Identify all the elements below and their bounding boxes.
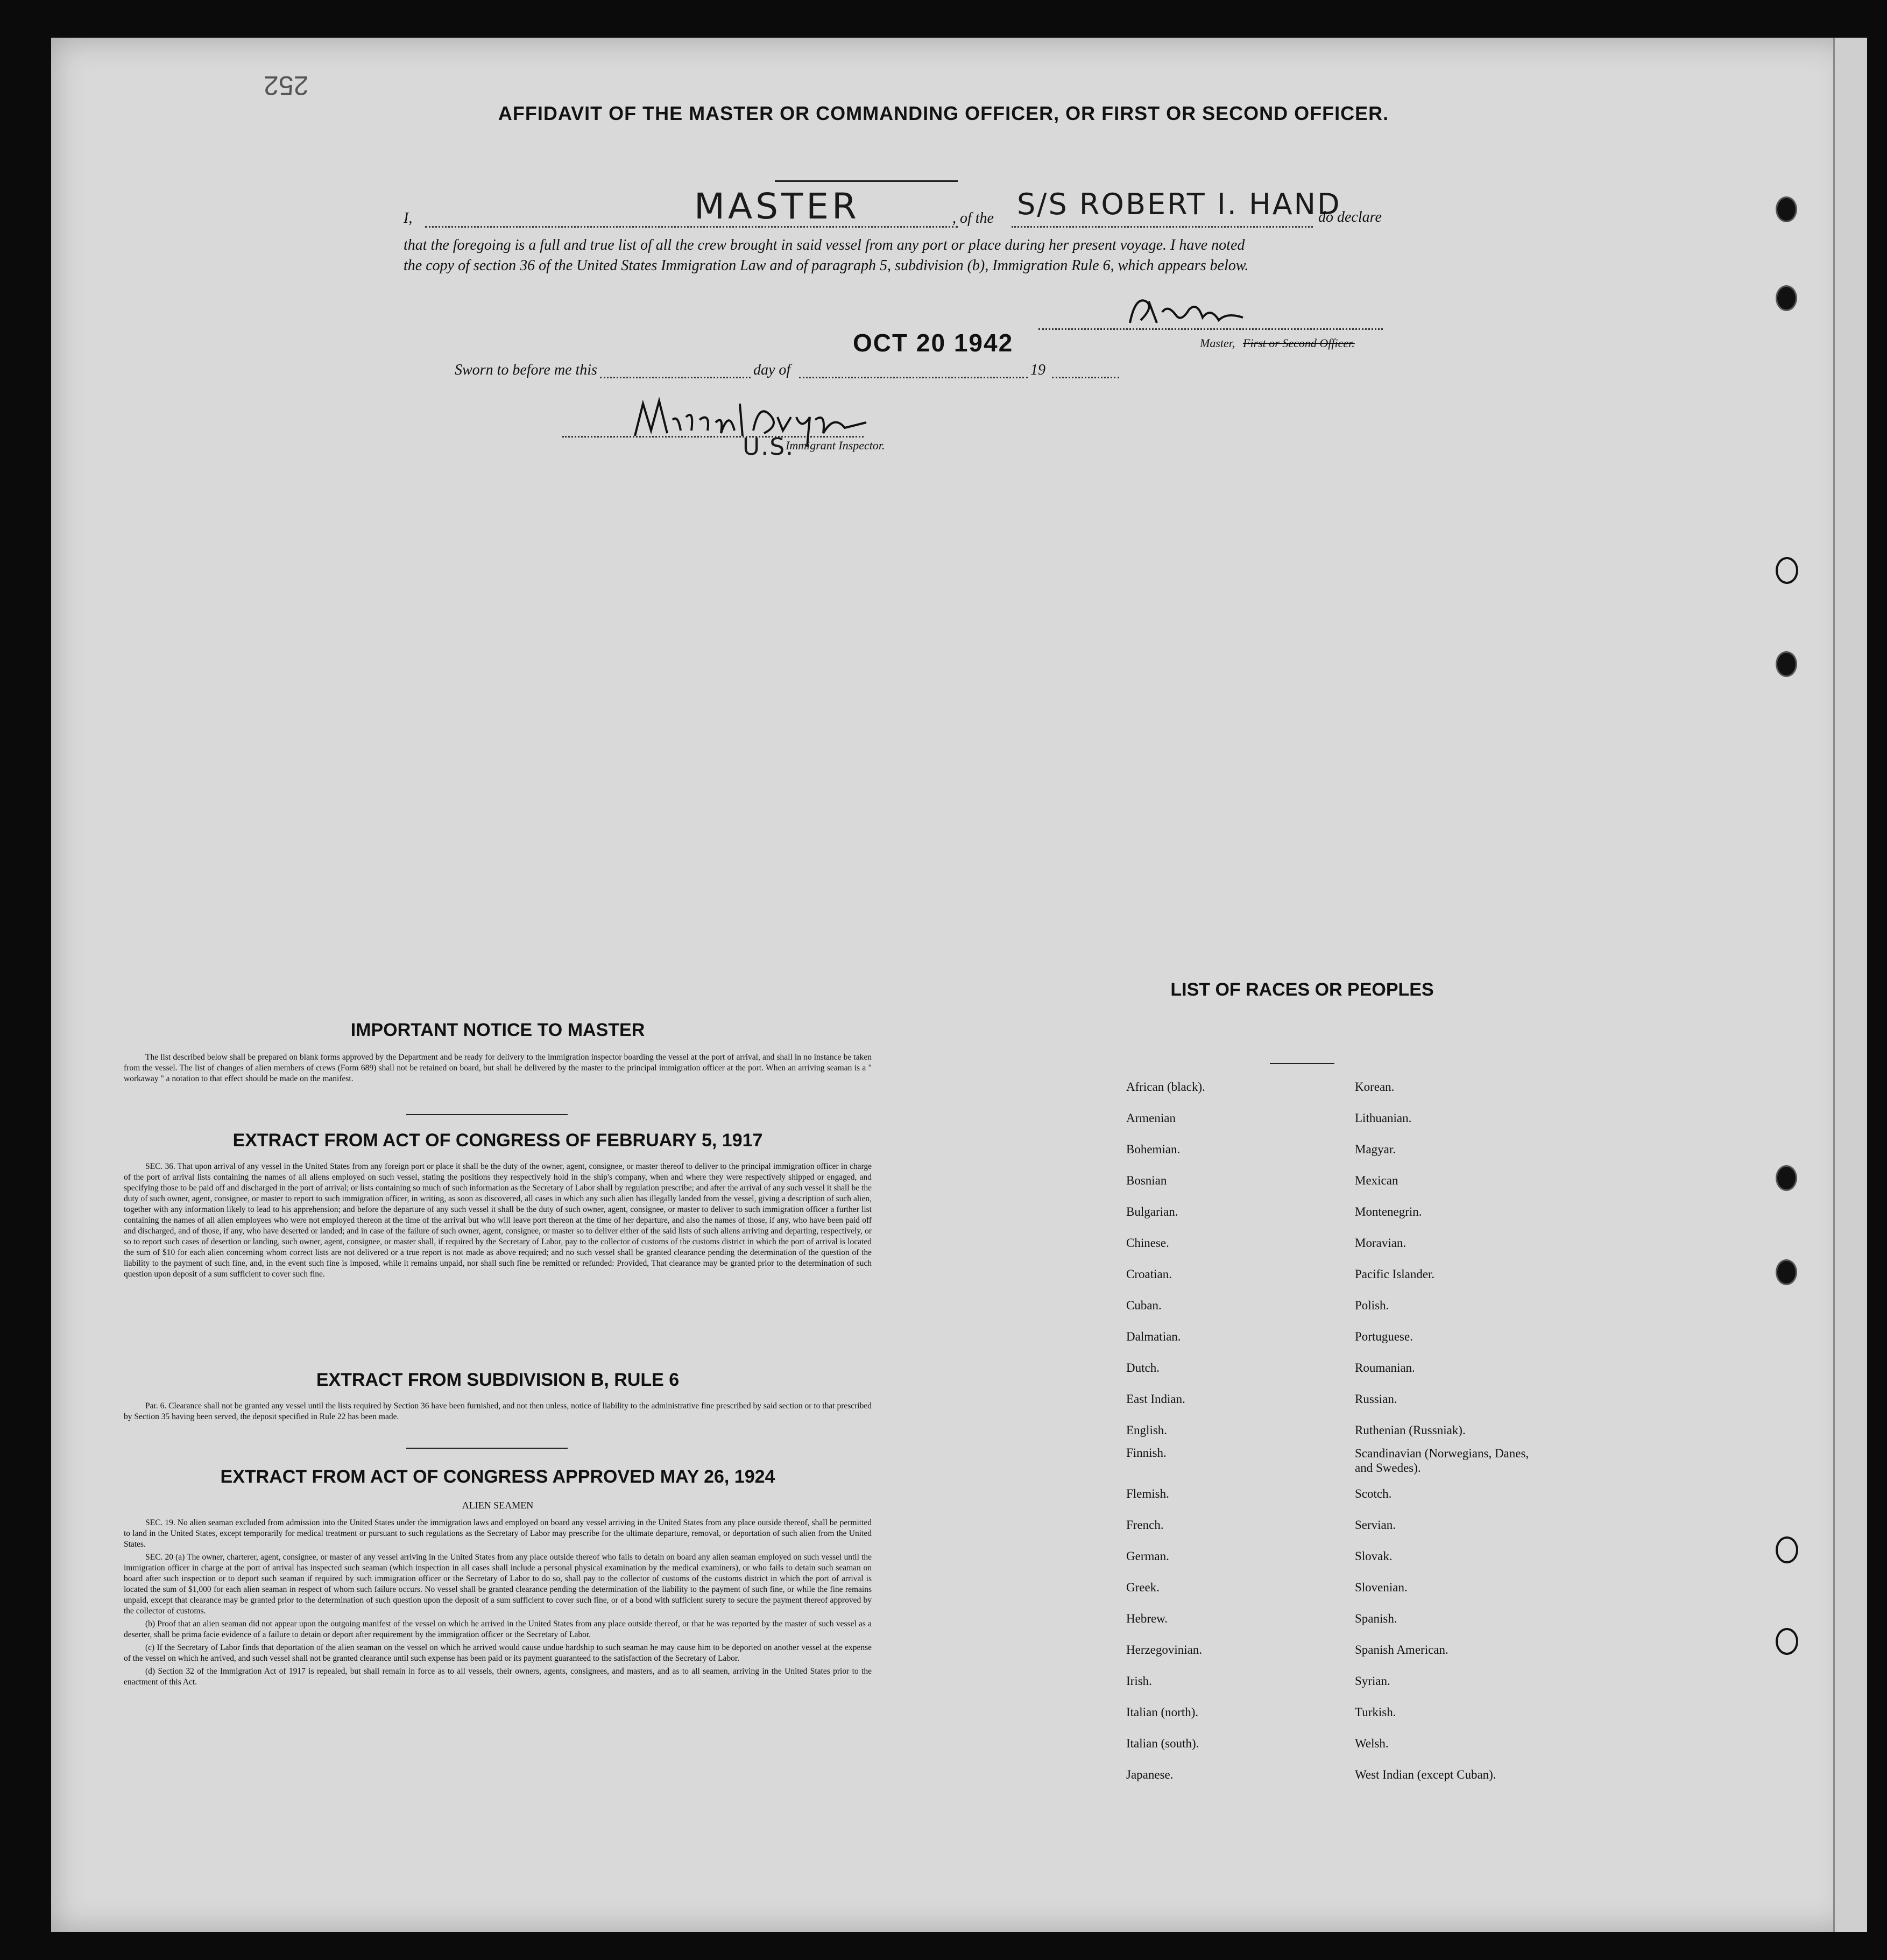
race-right: Moravian. <box>1355 1236 1407 1250</box>
race-right: Spanish. <box>1355 1612 1397 1625</box>
do-declare: do declare <box>1318 209 1382 225</box>
inspector-prefix: U.S. <box>743 433 795 461</box>
race-right: Scotch. <box>1355 1487 1392 1500</box>
binder-hole <box>1776 557 1798 584</box>
extract-1924-body: SEC. 19. No alien seaman excluded from admission into the United States under the immigration laws and employed on board any vessel arriving in the United States from any place outside thereof, shall be permitted to land in the United States, except temporarily for medical treatment or pursuant to such regulations as the Secretary of Labor may prescribe for the ultimate departure, removal, or deportation of such alien from the United States. SEC. 20 (a) The owner, charterer, agent, consignee, or master of any vessel arriving in the United States from any place outside thereof who fails to detain on board any alien seaman employed on such vessel until the immigration officer in charge at the port of arrival has inspected such seaman (which inspection in all cases shall include a personal physical examination by the medical examiners), or who fails to detain such seaman on board after such inspection or to deport such seaman if required by such immigration officer or the Secretary of Labor to do so, shall pay to the collector of customs of the customs district in which the port of arrival is located the sum of $1,000 for each alien seaman in respect of whom such failure occurs. No vessel shall be granted clearance pending the determination of the liability to the payment of such fine, or while the fine remains unpaid, except that clearance may be granted prior to the determination of such question upon the deposit of a sum sufficient to cover such fine, or of a bond with sufficient surety to secure the payment thereof approved by the collector of customs. (b) Proof that an alien seaman did not appear upon the outgoing manifest of the vessel on which he arrived in the United States from any place outside thereof, or that he was reported by the master of such vessel as a deserter, shall be prima facie evidence of a failure to detain or deport after requirement by the immigration officer or the Secretary of Labor. (c) If the Secretary of Labor finds that deportation of the alien seaman on the vessel on which he arrived would cause undue hardship to such seaman he may cause him to be deported on another vessel at the expense of the vessel on which he arrived, and such vessel shall not be granted clearance until such expense has been paid or its payment guaranteed to the satisfaction of the Secretary of Labor. (d) Section 32 of the Immigration Act of 1917 is repealed, but shall remain in force as to all vessels, their owners, agents, consignees, and masters, and as to all seamen, arriving in the United States prior to the enactment of this Act. <box>124 1518 872 1687</box>
race-right: Servian. <box>1355 1518 1396 1532</box>
race-left: Croatian. <box>1126 1267 1172 1281</box>
race-left: Greek. <box>1126 1581 1160 1594</box>
i-label: I, <box>404 210 413 227</box>
master-caption: Master, <box>1200 336 1235 350</box>
race-right: Korean. <box>1355 1080 1395 1094</box>
race-left: Bohemian. <box>1126 1143 1181 1156</box>
race-right: Mexican <box>1355 1174 1398 1187</box>
extract-1917-body: SEC. 36. That upon arrival of any vessel in the United States from any foreign port or place it shall be the duty of the owner, agent, consignee, or master thereof to deliver to the principal immigration officer in charge of the port of arrival lists containing the names of all aliens employed on such vessel, stating the positions they respectively hold in the ship's company, when and where they were respectively shipped or engaged, and specifying those to be paid off and discharged in the port of arrival; or lists containing so much of such information as the Secretary of Labor shall by regulation prescribe; and after the arrival of any such vessel it shall be the duty of such owner, agent, consignee, or master to report to such immigration officer, in writing, as soon as discovered, all cases in which any such alien has illegally landed from the vessel, giving a description of such alien, together with any information likely to lead to his apprehension; and before the departure of any such vessel it shall be the duty of such owner, agent, consignee, or master to deliver to such immigration officer a further list containing the names of all alien employees who were not employed thereon at the time of the arrival but who will leave port thereon at the time of her departure, and also the names of those, if any, who have been paid off and discharged, and of those, if any, who have deserted or landed; and in case of the failure of such owner, agent, consignee, or master so to deliver either of the said lists of such aliens arriving and departing, respectively, or so to report such cases of desertion or landing, such owner, agent, consignee, or master shall, if required by the Secretary of Labor, pay to the collector of customs of the customs district in which the port of arrival is located the sum of $10 for each alien concerning whom correct lists are not delivered or a true report is not made as above required; and no such vessel shall be granted clearance pending the determination of the question of the liability to the payment of such fine, and, in the event such fine is imposed, while it remains unpaid, nor shall such fine be remitted or refunded: Provided, That clearance may be granted prior to the determination of such question upon deposit of a sum sufficient to cover such fine. <box>124 1162 872 1279</box>
race-left: Hebrew. <box>1126 1612 1168 1625</box>
race-left: Japanese. <box>1126 1768 1174 1781</box>
sworn-year-line <box>1052 377 1119 378</box>
race-right: West Indian (except Cuban). <box>1355 1768 1496 1781</box>
vessel-line <box>1012 226 1313 228</box>
rank-line <box>425 226 958 228</box>
declaration-line-3: the copy of section 36 of the United States Immigration Law and of paragraph 5, subdivision (b), Immigration Rule 6, which appears below. <box>404 257 1249 274</box>
race-left: Italian (north). <box>1126 1705 1199 1719</box>
race-left: Flemish. <box>1126 1487 1169 1500</box>
race-left: Irish. <box>1126 1674 1152 1688</box>
race-right: Ruthenian (Russniak). <box>1355 1423 1466 1437</box>
binder-hole <box>1776 1165 1797 1191</box>
race-right: Montenegrin. <box>1355 1205 1422 1218</box>
races-divider <box>1270 1063 1334 1064</box>
race-left: Herzegovinian. <box>1126 1643 1203 1656</box>
race-left: English. <box>1126 1423 1168 1437</box>
struck-caption: First or Second Officer. <box>1243 336 1355 350</box>
extract-rule6-title: EXTRACT FROM SUBDIVISION B, RULE 6 <box>316 1370 680 1390</box>
day-of-label: day of <box>753 362 791 378</box>
race-left: Cuban. <box>1126 1299 1162 1312</box>
of-the-label: , of the <box>952 210 994 227</box>
races-title: LIST OF RACES OR PEOPLES <box>1170 979 1434 1000</box>
race-left: Bulgarian. <box>1126 1205 1178 1218</box>
race-right: Russian. <box>1355 1392 1397 1406</box>
race-left: German. <box>1126 1549 1169 1563</box>
race-right: Welsh. <box>1355 1737 1389 1750</box>
race-right: Turkish. <box>1355 1705 1396 1719</box>
notice-title: IMPORTANT NOTICE TO MASTER <box>350 1020 645 1040</box>
notice-body: The list described below shall be prepared on blank forms approved by the Department and be ready for delivery to the immigration inspector boarding the vessel at the port of arrival, and shall in no instance be taken from the vessel. The list of changes of alien members of crews (Form 689) shall not be retained on board, but shall be delivered by the master to the principal immigration officer at the port. When an arriving seaman is a " workaway " a notation to that effect should be made on the manifest. <box>124 1053 872 1083</box>
race-left: Italian (south). <box>1126 1737 1199 1750</box>
page-number: 252 <box>264 70 309 101</box>
race-right: Portuguese. <box>1355 1330 1413 1343</box>
race-right: Magyar. <box>1355 1143 1396 1156</box>
race-left: Armenian <box>1126 1111 1176 1125</box>
binder-hole <box>1776 651 1797 677</box>
race-left: East Indian. <box>1126 1392 1185 1406</box>
master-signature <box>1125 291 1248 334</box>
race-right: Pacific Islander. <box>1355 1267 1435 1281</box>
race-right: Scandinavian (Norwegians, Danes, and Swedes). <box>1355 1447 1529 1475</box>
binder-hole <box>1776 1536 1798 1563</box>
rule6-divider <box>406 1448 568 1449</box>
race-right: Spanish American. <box>1355 1643 1448 1656</box>
date-stamp: OCT 20 1942 <box>853 329 1014 357</box>
race-left: Chinese. <box>1126 1236 1169 1250</box>
binding-edge <box>1833 38 1867 1932</box>
vessel-handwritten: S/S ROBERT I. HAND <box>1017 187 1341 221</box>
inspector-caption: Immigrant Inspector. <box>786 439 885 452</box>
binder-hole <box>1776 285 1797 311</box>
race-left: Dalmatian. <box>1126 1330 1181 1343</box>
extract-rule6-body: Par. 6. Clearance shall not be granted any vessel until the lists required by Section 36 have been furnished, and not then unless, notice of liability to the administrative fine prescribed by said section or to that prescribed by Section 35 having been served, the deposit specified in Rule 22 has been made. <box>124 1401 872 1421</box>
race-right: Slovenian. <box>1355 1581 1408 1594</box>
race-right: Lithuanian. <box>1355 1111 1412 1125</box>
sworn-day-line <box>600 377 751 378</box>
year-label: 19 <box>1030 362 1045 378</box>
race-right: Roumanian. <box>1355 1361 1415 1374</box>
binder-hole <box>1776 1259 1797 1285</box>
extract-1917-title: EXTRACT FROM ACT OF CONGRESS OF FEBRUARY 5, 1917 <box>232 1130 763 1151</box>
rank-handwritten: MASTER <box>694 186 860 227</box>
race-right: Syrian. <box>1355 1674 1390 1688</box>
notice-divider <box>406 1114 568 1115</box>
sworn-label: Sworn to before me this <box>455 362 597 378</box>
sworn-month-line <box>799 377 1028 378</box>
extract-1924-title: EXTRACT FROM ACT OF CONGRESS APPROVED MAY 26, 1924 <box>220 1467 775 1487</box>
race-left: Dutch. <box>1126 1361 1160 1374</box>
title-divider <box>775 180 958 182</box>
race-right: Polish. <box>1355 1299 1389 1312</box>
binder-hole <box>1776 196 1797 222</box>
race-left: Finnish. <box>1126 1446 1167 1460</box>
race-right: Slovak. <box>1355 1549 1393 1563</box>
declaration-line-2: that the foregoing is a full and true list of all the crew brought in said vessel from any port or place during her present voyage. I have noted <box>404 237 1245 253</box>
alien-seamen-subtitle: ALIEN SEAMEN <box>462 1500 534 1511</box>
race-left: French. <box>1126 1518 1164 1532</box>
binder-hole <box>1776 1628 1798 1655</box>
race-left: Bosnian <box>1126 1174 1167 1187</box>
race-left: African (black). <box>1126 1080 1205 1094</box>
affidavit-title: AFFIDAVIT OF THE MASTER OR COMMANDING OFFICER, OR FIRST OR SECOND OFFICER. <box>498 102 1389 124</box>
